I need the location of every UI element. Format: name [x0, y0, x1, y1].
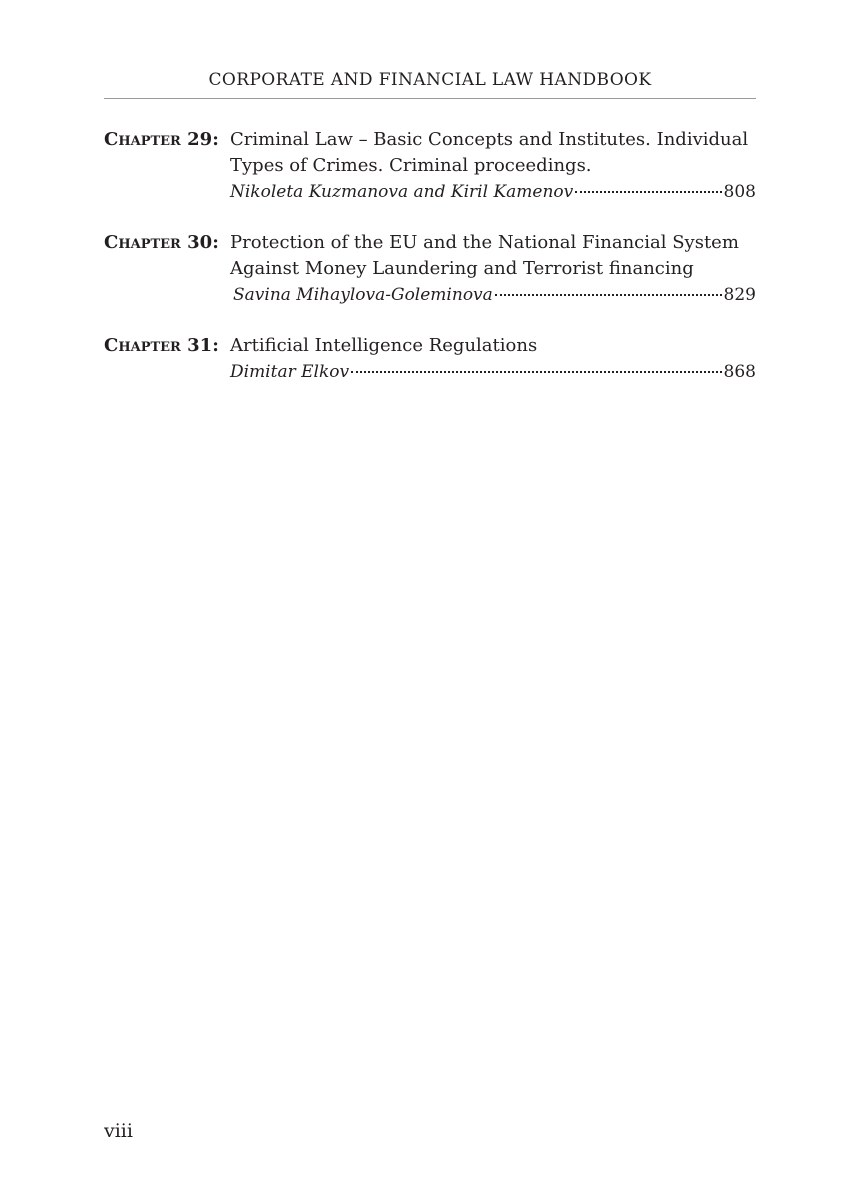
entry-body	[230, 230, 756, 308]
chapter-number: 29:	[187, 129, 219, 150]
toc-entry-chapter-29[interactable]	[104, 127, 756, 205]
chapter-title: Protection of the EU and the National Financial System Against Money Laundering and Terrorist financing	[230, 232, 739, 279]
chapter-word: Chapter	[104, 129, 181, 150]
toc-entry-chapter-31[interactable]	[104, 333, 756, 385]
chapter-author: Nikoleta Kuzmanova and Kiril Kamenov	[230, 182, 574, 202]
entry-body	[230, 127, 756, 205]
chapter-title: Criminal Law – Basic Concepts and Institutes. Individual Types of Crimes. Criminal proceedings.	[230, 129, 749, 176]
page-number: 868	[723, 362, 756, 382]
author-line	[230, 282, 756, 308]
dot-leader	[495, 294, 722, 296]
chapter-number: 30:	[187, 232, 219, 253]
chapter-author: Savina Mihaylova-Goleminova	[233, 285, 493, 305]
chapter-label	[104, 230, 219, 256]
header-rule	[104, 98, 756, 99]
running-head: CORPORATE AND FINANCIAL LAW HANDBOOK	[208, 70, 652, 90]
chapter-label	[104, 127, 219, 153]
page-number: 808	[723, 182, 756, 202]
dot-leader	[575, 191, 721, 193]
chapter-label	[104, 333, 219, 359]
chapter-word: Chapter	[104, 232, 181, 253]
author-line	[230, 359, 756, 385]
page-folio: viii	[104, 1120, 133, 1142]
page-number: 829	[723, 285, 756, 305]
entry-body	[230, 333, 756, 385]
toc-entry-chapter-30[interactable]	[104, 230, 756, 308]
table-of-contents	[104, 127, 756, 410]
chapter-word: Chapter	[104, 335, 181, 356]
dot-leader	[351, 371, 721, 373]
chapter-title: Artificial Intelligence Regulations	[230, 335, 538, 356]
chapter-number: 31:	[187, 335, 219, 356]
author-line	[230, 179, 756, 205]
chapter-author: Dimitar Elkov	[230, 362, 350, 382]
